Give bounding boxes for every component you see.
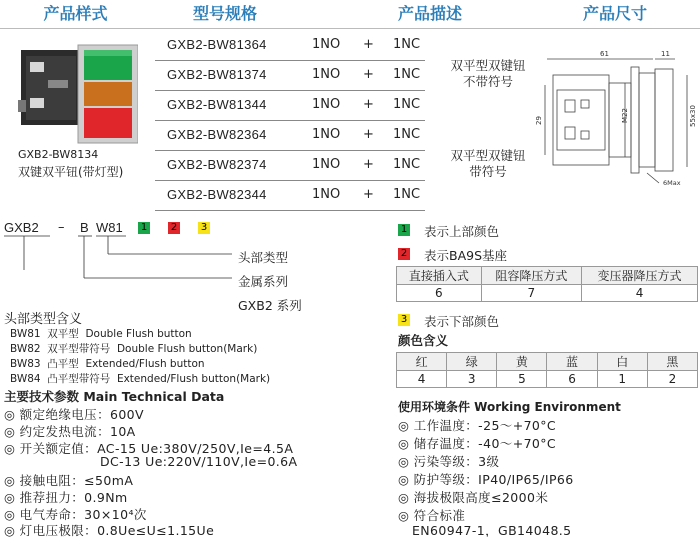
code-box-2: 2 [168, 222, 180, 234]
svg-text:61: 61 [600, 50, 609, 58]
product-name: 双键双平钮(带灯型) [18, 165, 124, 179]
base-table: 直接插入式 阻容降压方式 变压器降压方式 6 7 4 [396, 266, 698, 302]
model-row: GXB2-BW81344 1NO + 1NC [167, 97, 421, 112]
svg-text:55x30: 55x30 [689, 105, 697, 127]
label-head-type: 头部类型 [238, 250, 289, 265]
code-part-series: GXB2 [4, 220, 39, 235]
head-type-item: BW82 双平型带符号 Double Flush button(Mark) [10, 343, 258, 355]
code-dash: – [58, 220, 65, 235]
head-types-title: 头部类型含义 [4, 312, 83, 327]
product-code: GXB2-BW8134 [18, 148, 99, 161]
product-photo [18, 40, 138, 145]
code-part-metal: B [80, 220, 89, 235]
model-row: GXB2-BW82374 1NO + 1NC [167, 157, 421, 172]
tech-item: ◎ 电气寿命：30×10⁴次 [4, 507, 147, 522]
svg-text:M22: M22 [621, 108, 629, 123]
tech-item: ◎ 接触电阻：≤50mA [4, 473, 134, 488]
model-row: GXB2-BW82364 1NO + 1NC [167, 127, 421, 142]
legend-text-3: 表示下部颜色 [424, 314, 500, 329]
svg-text:29: 29 [535, 116, 543, 125]
desc-2: 双平型双键钮 带符号 [450, 148, 526, 179]
tech-item: ◎ 推荐扭力：0.9Nm [4, 490, 128, 505]
head-type-item: BW83 凸平型 Extended/Flush button [10, 358, 205, 370]
legend-text-1: 表示上部颜色 [424, 224, 500, 239]
svg-text:11: 11 [661, 50, 670, 58]
code-part-head: W81 [96, 220, 123, 235]
header-model: 型号规格 [192, 4, 257, 23]
tech-item: ◎ 约定发热电流：10A [4, 424, 136, 439]
model-row: GXB2-BW81374 1NO + 1NC [167, 67, 421, 82]
code-box-1: 1 [138, 222, 150, 234]
head-type-item: BW84 凸平型带符号 Extended/Flush button(Mark) [10, 373, 271, 385]
tech-item: DC-13 Ue:220V/110V,Ie=0.6A [100, 454, 298, 469]
env-item: ◎ 防护等级：IP40/IP65/IP66 [398, 472, 574, 487]
model-row: GXB2-BW82344 1NO + 1NC [167, 187, 421, 202]
dimension-drawing [525, 45, 700, 195]
row-divider [155, 210, 425, 211]
tech-item: ◎ 灯电压极限：0.8Ue≤U≤1.15Ue [4, 523, 215, 537]
label-gxb2-series: GXB2 系列 [238, 298, 302, 313]
env-item: ◎ 污染等级：3级 [398, 454, 500, 469]
header-style: 产品样式 [43, 4, 108, 23]
code-box-3: 3 [198, 222, 210, 234]
color-title: 颜色含义 [398, 333, 449, 348]
svg-text:6Max: 6Max [663, 179, 681, 187]
legend-text-2: 表示BA9S基座 [424, 248, 508, 263]
header-size: 产品尺寸 [582, 4, 647, 23]
legend-box-1: 1 [398, 224, 410, 236]
tech-item: ◎ 额定绝缘电压：600V [4, 407, 144, 422]
env-item: ◎ 海拔极限高度≤2000米 [398, 490, 549, 505]
tech-item: ◎ 开关额定值：AC-15 Ue:380V/250V,Ie=4.5A [4, 441, 294, 456]
env-item: ◎ 储存温度：-40～+70°C [398, 436, 557, 451]
legend-box-2: 2 [398, 248, 410, 260]
env-item: ◎ 符合标准 [398, 508, 466, 523]
model-row: GXB2-BW81364 1NO + 1NC [167, 37, 421, 52]
env-item: ◎ 工作温度：-25～+70°C [398, 418, 557, 433]
tech-title: 主要技术参数 Main Technical Data [4, 389, 225, 404]
header-divider [0, 28, 700, 29]
env-item: EN60947-1，GB14048.5 [412, 523, 572, 537]
header-desc: 产品描述 [397, 4, 462, 23]
env-title: 使用环境条件 Working Environment [398, 400, 621, 414]
desc-1: 双平型双键钮 不带符号 [450, 58, 526, 89]
color-table: 红 绿 黄 蓝 白 黑 4 3 5 6 1 2 [396, 352, 698, 388]
head-type-item: BW81 双平型 Double Flush button [10, 328, 192, 340]
legend-box-3: 3 [398, 314, 410, 326]
label-metal-series: 金属系列 [238, 274, 289, 289]
